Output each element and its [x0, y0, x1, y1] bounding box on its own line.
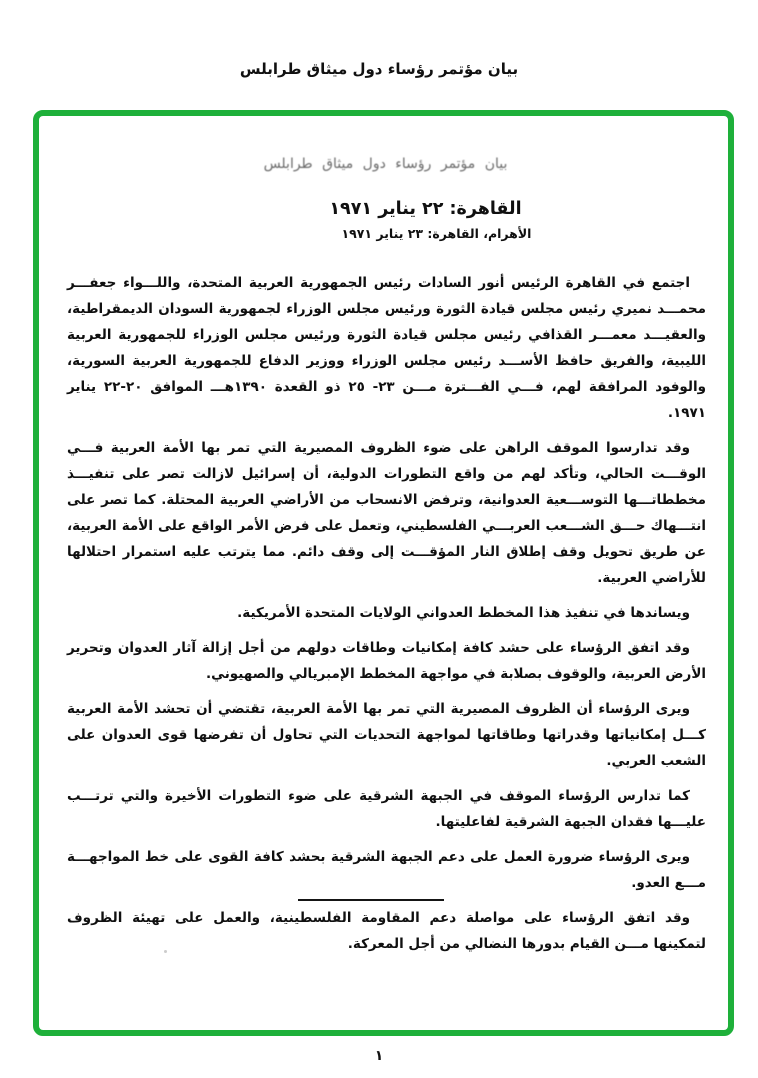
- body-paragraph: ويرى الرؤساء ضرورة العمل على دعم الجبهة الشرقية بحشد كافة القوى على خط المواجهـــة مـــع العدو.: [67, 849, 706, 891]
- body-paragraph: وقد اتفق الرؤساء على حشد كافة إمكانيات وطاقات دولهم من أجل إزالة آثار العدوان وتحرير الأرض العربية، والوقوف بصلابة في مواجهة المخطط الإمبريالي والصهيوني.: [67, 640, 706, 682]
- document-frame: [33, 110, 734, 1036]
- body-paragraph: كما تدارس الرؤساء الموقف في الجبهة الشرقية على ضوء التطورات الأخيرة والتي ترتـــب عليـــها فقدان الجبهة الشرقية لفاعليتها.: [67, 788, 706, 830]
- page-number: ١: [374, 1048, 384, 1064]
- body-paragraph: اجتمع في القاهرة الرئيس أنور السادات رئيس الجمهورية العربية المتحدة، واللـــواء جعفـــر محمـــد نميري رئيس مجلس قيادة الثورة ورئيس مجلس الوزراء لجمهورية السودان الديمقراطية، والعقيـــد معمـــر القذافي رئيس مجلس قيادة الثورة ورئيس مجلس الوزراء للجمهورية العربية الليبية، والفريق حافظ الأســـد رئيس مجلس الوزراء ووزير الدفاع للجمهورية العربية السورية، والوفود المرافقة لهم، فـــي الفـــترة مـــن ٢٣- ٢٥ ذو القعدة ١٣٩٠هـــ الموافق ٢٠-٢٢ يناير ١٩٧١.: [67, 275, 706, 421]
- dateline: القاهرة: ٢٢ يناير ١٩٧١: [329, 199, 522, 219]
- body-paragraph: وقد اتفق الرؤساء على مواصلة دعم المقاومة الفلسطينية، والعمل على تهيئة الظروف لتمكينها مـــن القيام بدورها النضالي من أجل المعركة.: [67, 910, 706, 952]
- body-paragraph: ويرى الرؤساء أن الظروف المصيرية التي تمر بها الأمة العربية، تقتضي أن تحشد الأمة العربية كـــل إمكانياتها وقدراتها وطاقاتها لمواجهة التحديات التي تحاول أن تفرضها قوى العدوان على الشعب العربي.: [67, 701, 706, 769]
- page-title: بيان مؤتمر رؤساء دول ميثاق طرابلس: [239, 60, 519, 78]
- body-paragraph: ويساندها في تنفيذ هذا المخطط العدواني الولايات المتحدة الأمريكية.: [237, 605, 690, 621]
- paragraphs: [39, 270, 728, 957]
- source-line: الأهرام، القاهرة: ٢٣ يناير ١٩٧١: [341, 226, 532, 241]
- scan-artifact-dot: [164, 950, 167, 953]
- body-paragraph: وقد تدارسوا الموقف الراهن على ضوء الظروف المصيرية التي تمر بها الأمة العربية فـــي الوقـــت الحالي، وتأكد لهم من واقع التطورات الدولية، أن إسرائيل لازالت تصر على تنفيـــذ مخططاتـــها التوســـعية العدوانية، وترفض الانسحاب من الأراضي العربية المحتلة. كما تصر على انتـــهاك حـــق الشـــعب العربـــي الفلسطيني، وتعمل على فرض الأمر الواقع على الأمة العربية، عن طريق تحويل وقف إطلاق النار المؤقـــت إلى وقف دائم. مما يترتب عليه استمرار احتلالها للأراضي العربية.: [67, 440, 706, 586]
- separator-line: [298, 899, 444, 901]
- inner-title: بيان مؤتمر رؤساء دول ميثاق طرابلس: [263, 156, 508, 172]
